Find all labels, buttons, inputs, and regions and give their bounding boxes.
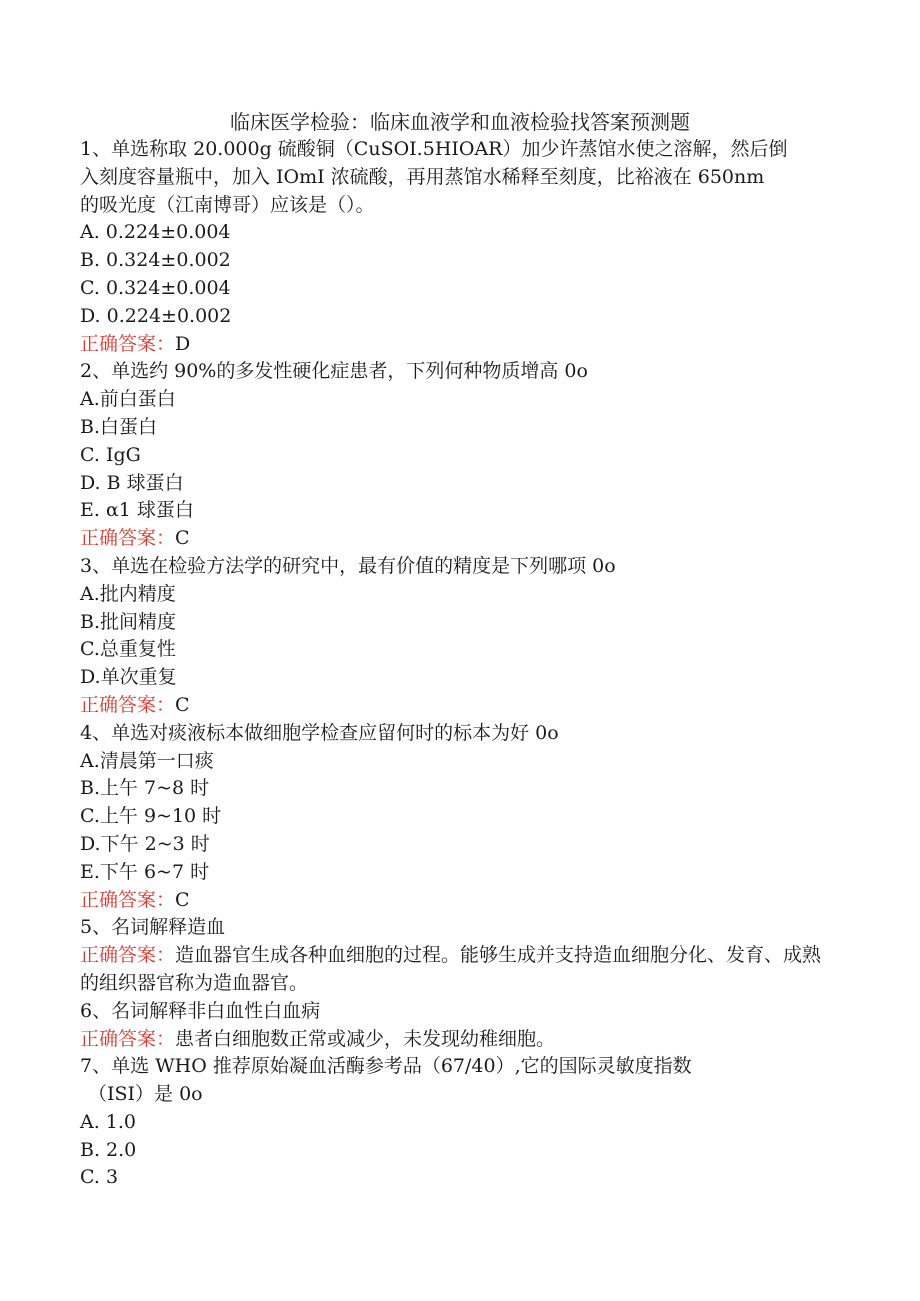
option: D.下午 2~3 时	[80, 832, 210, 855]
answer-label: 正确答案：	[80, 332, 176, 355]
answer-line	[80, 525, 840, 553]
question	[80, 553, 840, 720]
option: E. α1 球蛋白	[80, 499, 194, 522]
answer-label: 正确答案：	[80, 527, 176, 550]
question	[80, 136, 840, 358]
question-list	[80, 136, 840, 1192]
option: C.总重复性	[80, 638, 176, 661]
option: A. 1.0	[80, 1110, 137, 1133]
question-stem: （ISI）是 0o	[88, 1083, 203, 1106]
option: A. 0.224±0.004	[80, 221, 231, 244]
question-stem: 3、单选在检验方法学的研究中，最有价值的精度是下列哪项 0o	[80, 554, 616, 577]
question-stem: 1、单选称取 20.000g 硫酸铜（CuSOI.5HIOAR）加少许蒸馆水使之溶解，然后倒	[80, 138, 788, 160]
option: B.上午 7~8 时	[80, 777, 210, 800]
question-stem: 7、单选 WHO 推荐原始凝血活酶参考品（67/40）,它的国际灵敏度指数	[80, 1055, 692, 1078]
answer-line	[80, 942, 840, 998]
question-stem: 入刻度容量瓶中，加入 IOmI 浓硫酸，再用蒸馆水稀释至刻度，比裕液在 650nm	[80, 165, 765, 188]
question	[80, 1053, 840, 1192]
answer-value: C	[175, 527, 190, 550]
option: A.前白蛋白	[80, 388, 176, 411]
option: C.上午 9~10 时	[80, 805, 222, 828]
option: C. 0.324±0.004	[80, 276, 231, 299]
option: B.批间精度	[80, 610, 177, 633]
answer-line	[80, 331, 840, 359]
option: D. 0.224±0.002	[80, 304, 232, 327]
answer-value: 造血器官生成各种血细胞的过程。能够生成并支持造血细胞分化、发育、成熟的组织器官称为造血器官。	[80, 944, 822, 994]
page-title: 临床医学检验：临床血液学和血液检验找答案预测题	[230, 110, 690, 134]
option: E.下午 6~7 时	[80, 860, 210, 883]
answer-value: C	[175, 693, 190, 716]
option: B. 0.324±0.002	[80, 249, 231, 272]
question	[80, 720, 840, 915]
question-stem: 6、名词解释非白血性白血病	[80, 999, 321, 1022]
option: C. 3	[80, 1166, 119, 1189]
option: A.批内精度	[80, 582, 176, 605]
answer-label: 正确答案：	[80, 944, 176, 967]
option: D.单次重复	[80, 666, 177, 689]
answer-line	[80, 692, 840, 720]
question	[80, 914, 840, 997]
question-stem: 5、名词解释造血	[80, 916, 226, 939]
question-stem: 的吸光度（江南博哥）应该是（）。	[80, 193, 375, 216]
option: B.白蛋白	[80, 415, 158, 438]
option: C. IgG	[80, 443, 141, 466]
option: A.清晨第一口痰	[80, 749, 214, 772]
answer-line	[80, 1026, 840, 1054]
option: B. 2.0	[80, 1138, 137, 1161]
answer-line	[80, 887, 840, 915]
answer-value: D	[175, 332, 191, 355]
question-stem: 4、单选对痰液标本做细胞学检查应留何时的标本为好 0o	[80, 721, 559, 744]
answer-label: 正确答案：	[80, 1027, 176, 1050]
question	[80, 358, 840, 553]
answer-label: 正确答案：	[80, 693, 176, 716]
answer-value: 患者白细胞数正常或减少，未发现幼稚细胞。	[175, 1027, 556, 1050]
answer-label: 正确答案：	[80, 888, 176, 911]
question	[80, 998, 840, 1054]
answer-value: C	[175, 888, 190, 911]
option: D. B 球蛋白	[80, 471, 184, 494]
question-stem: 2、单选约 90%的多发性硬化症患者，下列何种物质增高 0o	[80, 360, 588, 383]
